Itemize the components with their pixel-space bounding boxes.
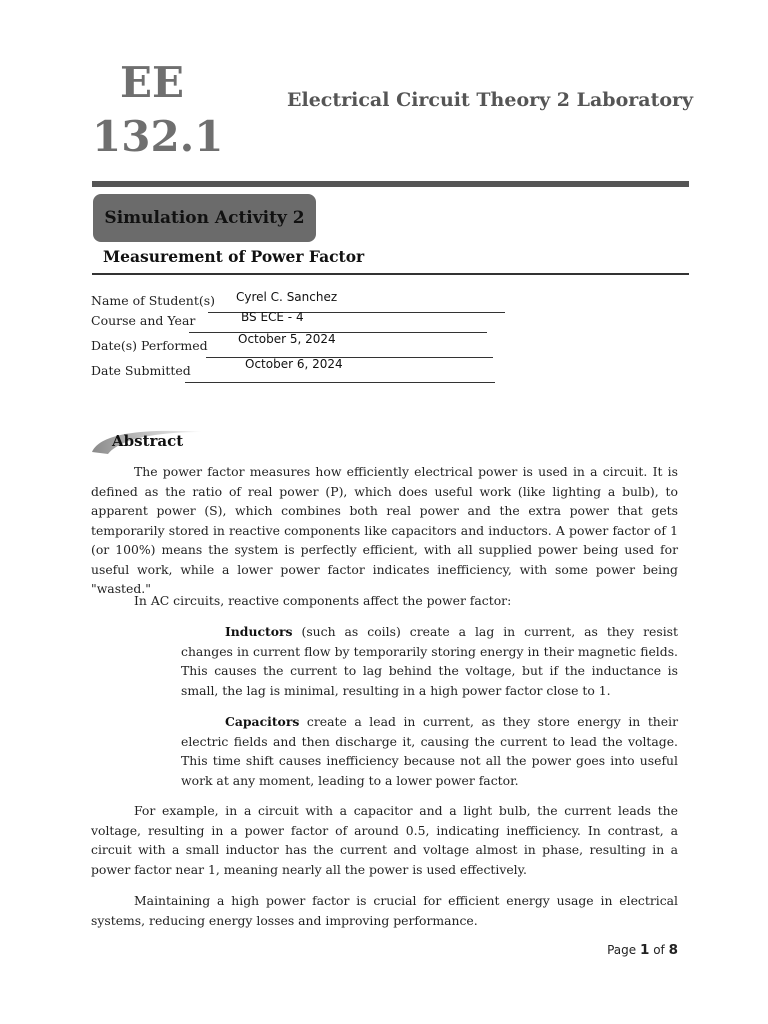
page-number	[607, 942, 678, 958]
date-submitted-row	[91, 357, 495, 383]
subtitle-divider	[92, 273, 689, 275]
course-year-underline	[189, 332, 487, 333]
activity-label: Simulation Activity 2	[104, 208, 305, 228]
student-name-label: Name of Student(s)	[91, 293, 216, 308]
page-current: 1	[639, 942, 650, 958]
abstract-paragraph-4: Maintaining a high power factor is crucial for efficient energy usage in electrical systems, reducing energy losses and improving performance.	[91, 893, 678, 928]
inductors-text: (such as coils) create a lag in current, as they resist changes in current flow by temporarily storing energy in their magnetic fields. This causes the current to lag behind the voltage, but if the inductance is small, the lag is minimal, resulting in a high power factor close to 1.	[181, 624, 678, 698]
activity-subtitle: Measurement of Power Factor	[103, 247, 365, 266]
course-code-line1: EE	[119, 58, 185, 107]
course-code	[92, 56, 224, 164]
date-submitted-underline	[185, 382, 495, 383]
date-submitted-label: Date Submitted	[91, 363, 191, 378]
course-title: Electrical Circuit Theory 2 Laboratory	[287, 89, 694, 111]
date-performed-value: October 5, 2024	[238, 332, 336, 346]
abstract-paragraph-2: In AC circuits, reactive components affect the power factor:	[134, 593, 512, 608]
abstract-paragraph-1: The power factor measures how efficiently electrical power is used in a circuit. It is defined as the ratio of real power (P), which does useful work (like lighting a bulb), to apparent power (S), which combines both real power and the extra power that gets temporarily stored in reactive components like capacitors and inductors. A power factor of 1 (or 100%) means the system is perfectly efficient, with all supplied power being used for useful work, while a lower power factor indicates inefficiency, with some power being "wasted."	[91, 464, 678, 596]
student-name-value: Cyrel C. Sanchez	[236, 290, 338, 304]
activity-banner	[93, 194, 316, 242]
date-performed-label: Date(s) Performed	[91, 338, 208, 353]
abstract-paragraph-3: For example, in a circuit with a capacitor and a light bulb, the current leads the voltage, resulting in a power factor of around 0.5, indicating inefficiency. In contrast, a circuit with a small inductor has the current and voltage almost in phase, resulting in a power factor near 1, meaning nearly all the power is used effectively.	[91, 803, 678, 877]
page-total: 8	[668, 942, 678, 958]
course-code-line2: 132.1	[92, 112, 224, 161]
abstract-title: Abstract	[112, 432, 184, 450]
date-performed-row	[91, 332, 493, 358]
header-divider	[92, 181, 689, 187]
date-submitted-value: October 6, 2024	[245, 357, 343, 371]
course-year-label: Course and Year	[91, 313, 196, 328]
page-word: Page	[607, 943, 637, 957]
of-word: of	[653, 943, 665, 957]
abstract-heading	[90, 426, 210, 458]
inductors-paragraph	[181, 622, 678, 700]
capacitors-paragraph	[181, 712, 678, 790]
inductors-term: Inductors	[225, 624, 293, 639]
capacitors-term: Capacitors	[225, 714, 300, 729]
course-year-value: BS ECE - 4	[241, 310, 304, 324]
capacitors-text: create a lead in current, as they store energy in their electric fields and then discharge it, causing the current to lead the voltage. This time shift causes inefficiency because not all the power goes into useful work at any moment, leading to a lower power factor.	[181, 714, 678, 788]
course-year-row	[91, 310, 487, 333]
